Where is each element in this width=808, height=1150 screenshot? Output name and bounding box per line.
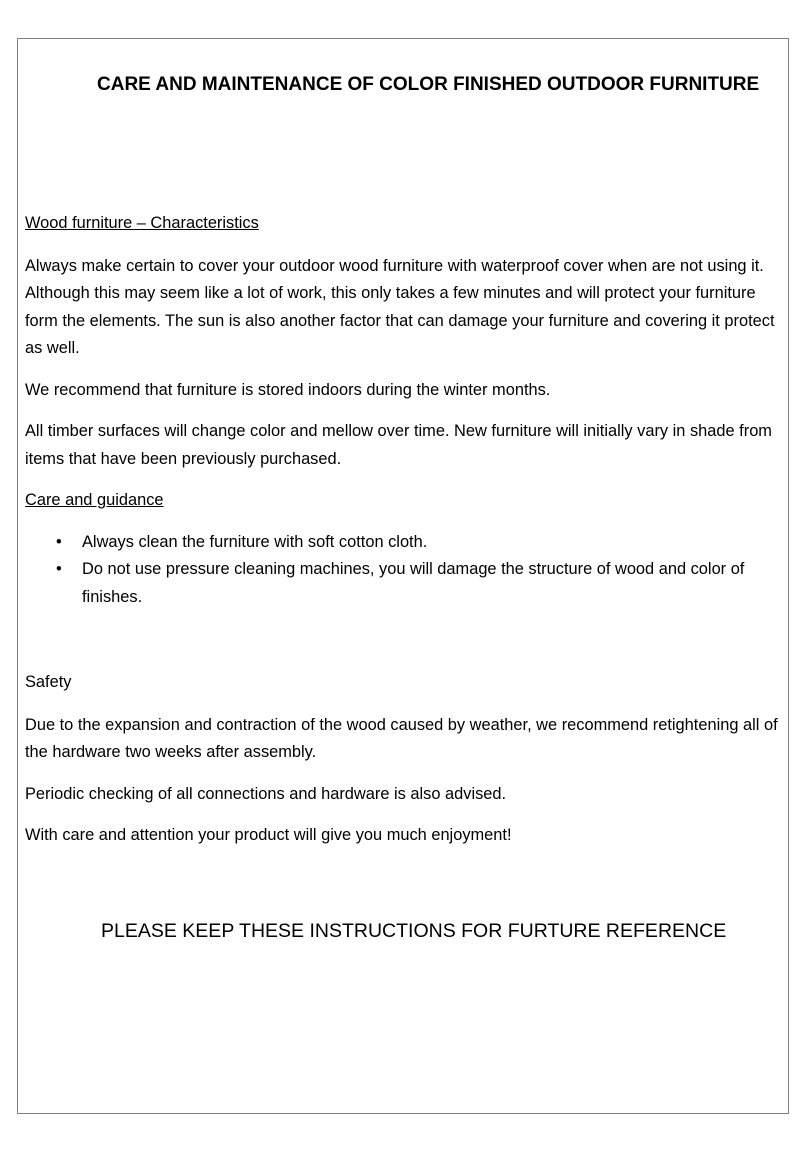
document-body [25,210,785,850]
bullet-icon: • [56,560,62,578]
bullet-text: Always clean the furniture with soft cotton cloth. [82,532,428,551]
document-title: CARE AND MAINTENANCE OF COLOR FINISHED OUTDOOR FURNITURE [97,74,760,95]
footer-note: PLEASE KEEP THESE INSTRUCTIONS FOR FURTURE REFERENCE [101,920,727,942]
list-item [25,556,785,611]
safety-paragraph: Periodic checking of all connections and hardware is also advised. [25,784,507,803]
bullet-icon: • [56,532,62,551]
safety-paragraph: Due to the expansion and contraction of the wood caused by weather, we recommend retightening all of the hardware two weeks after assembly. [25,715,778,761]
wood-paragraph: Always make certain to cover your outdoor wood furniture with waterproof cover when are not using it. Although this may seem like a lot of work, this only takes a few minutes and will protect your furniture form the elements. The sun is also another factor that can damage your furniture and covering it protect as well. [25,256,775,357]
wood-paragraph: We recommend that furniture is stored indoors during the winter months. [25,380,551,399]
wood-paragraph: All timber surfaces will change color and mellow over time. New furniture will initially vary in shade from items that have been previously purchased. [25,422,772,468]
section-heading-safety: Safety [25,673,72,691]
safety-paragraph: With care and attention your product will give you much enjoyment! [25,826,512,844]
section-heading-wood: Wood furniture – Characteristics [25,214,259,232]
care-bullet-list [25,529,785,612]
list-item [25,529,785,557]
bullet-text: Do not use pressure cleaning machines, you will damage the structure of wood and color of finishes. [82,560,745,606]
section-heading-care: Care and guidance [25,491,164,509]
